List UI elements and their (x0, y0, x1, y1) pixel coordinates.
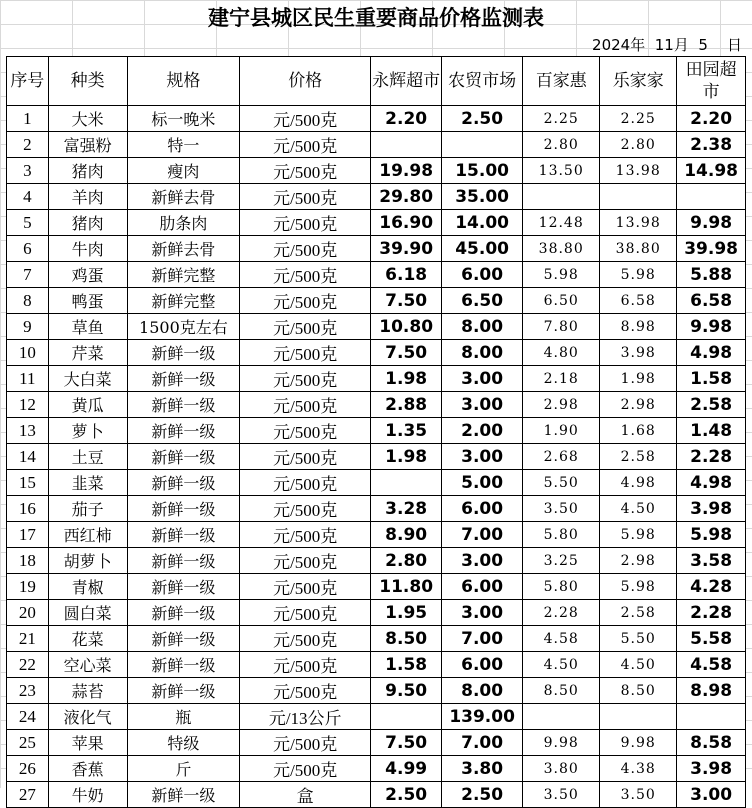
cell-price-tianyuan[interactable]: 2.28 (677, 600, 746, 626)
cell-unit[interactable]: 元/500克 (240, 106, 371, 132)
cell-kind[interactable]: 苹果 (48, 730, 127, 756)
cell-kind[interactable]: 猪肉 (48, 158, 127, 184)
cell-price-yonghui[interactable]: 2.50 (371, 782, 442, 808)
cell-kind[interactable]: 韭菜 (48, 470, 127, 496)
table-row (7, 262, 746, 288)
cell-price-lejiajia[interactable]: 6.58 (600, 288, 677, 314)
cell-unit[interactable]: 元/500克 (240, 548, 371, 574)
cell-no[interactable]: 25 (7, 730, 49, 756)
table-body (7, 106, 746, 808)
cell-spec[interactable]: 新鲜完整 (127, 262, 239, 288)
cell-no[interactable]: 4 (7, 184, 49, 210)
cell-no[interactable]: 26 (7, 756, 49, 782)
cell-price-baijiahui[interactable]: 13.50 (523, 158, 600, 184)
cell-unit[interactable]: 元/500克 (240, 574, 371, 600)
cell-spec[interactable]: 1500克左右 (127, 314, 239, 340)
cell-price-lejiajia[interactable]: 8.50 (600, 678, 677, 704)
cell-kind[interactable]: 牛肉 (48, 236, 127, 262)
cell-spec[interactable]: 新鲜一级 (127, 496, 239, 522)
cell-no[interactable]: 3 (7, 158, 49, 184)
cell-price-baijiahui[interactable]: 2.68 (523, 444, 600, 470)
cell-price-lejiajia[interactable]: 38.80 (600, 236, 677, 262)
cell-price-lejiajia[interactable]: 9.98 (600, 730, 677, 756)
cell-price-yonghui[interactable]: 1.58 (371, 652, 442, 678)
cell-kind[interactable]: 香蕉 (48, 756, 127, 782)
cell-price-baijiahui[interactable]: 3.50 (523, 782, 600, 808)
cell-price-tianyuan[interactable]: 4.98 (677, 470, 746, 496)
cell-price-lejiajia[interactable]: 4.50 (600, 496, 677, 522)
cell-no[interactable]: 14 (7, 444, 49, 470)
cell-kind[interactable]: 液化气 (48, 704, 127, 730)
cell-no[interactable]: 24 (7, 704, 49, 730)
cell-kind[interactable]: 牛奶 (48, 782, 127, 808)
cell-price-tianyuan[interactable]: 3.98 (677, 496, 746, 522)
cell-price-nongmao[interactable]: 139.00 (442, 704, 523, 730)
cell-spec[interactable]: 新鲜一级 (127, 366, 239, 392)
table-row (7, 548, 746, 574)
cell-price-nongmao[interactable]: 8.00 (442, 340, 523, 366)
cell-price-nongmao[interactable]: 2.50 (442, 106, 523, 132)
table-row (7, 366, 746, 392)
table-row (7, 288, 746, 314)
cell-price-baijiahui[interactable]: 5.80 (523, 574, 600, 600)
cell-price-baijiahui[interactable]: 2.28 (523, 600, 600, 626)
report-date: 2024年 11月 5 日 (592, 36, 742, 54)
cell-spec[interactable]: 新鲜一级 (127, 626, 239, 652)
table-row (7, 392, 746, 418)
cell-price-yonghui[interactable]: 16.90 (371, 210, 442, 236)
cell-price-yonghui[interactable]: 2.20 (371, 106, 442, 132)
cell-unit[interactable]: 元/500克 (240, 314, 371, 340)
cell-price-nongmao[interactable]: 2.00 (442, 418, 523, 444)
cell-price-nongmao[interactable]: 3.00 (442, 392, 523, 418)
cell-price-yonghui[interactable]: 29.80 (371, 184, 442, 210)
cell-unit[interactable]: 元/500克 (240, 756, 371, 782)
table-row (7, 704, 746, 730)
cell-price-yonghui[interactable]: 1.95 (371, 600, 442, 626)
cell-price-nongmao[interactable]: 6.00 (442, 652, 523, 678)
header-tianyuan[interactable]: 田园超市 (677, 57, 746, 106)
cell-price-tianyuan[interactable] (677, 704, 746, 730)
cell-price-yonghui[interactable]: 2.88 (371, 392, 442, 418)
cell-price-nongmao[interactable]: 8.00 (442, 678, 523, 704)
cell-price-lejiajia[interactable]: 4.38 (600, 756, 677, 782)
cell-no[interactable]: 23 (7, 678, 49, 704)
cell-price-tianyuan[interactable]: 5.58 (677, 626, 746, 652)
table-row (7, 496, 746, 522)
header-baijiahui[interactable]: 百家惠 (523, 57, 600, 106)
cell-price-baijiahui[interactable]: 5.98 (523, 262, 600, 288)
cell-spec[interactable]: 新鲜一级 (127, 340, 239, 366)
cell-price-yonghui[interactable]: 7.50 (371, 288, 442, 314)
cell-price-lejiajia[interactable]: 2.80 (600, 132, 677, 158)
cell-price-tianyuan[interactable]: 4.98 (677, 340, 746, 366)
cell-spec[interactable]: 新鲜去骨 (127, 184, 239, 210)
cell-kind[interactable]: 富强粉 (48, 132, 127, 158)
price-table (6, 56, 746, 808)
cell-no[interactable]: 9 (7, 314, 49, 340)
cell-price-nongmao[interactable] (442, 132, 523, 158)
table-row (7, 184, 746, 210)
cell-price-lejiajia[interactable]: 8.98 (600, 314, 677, 340)
cell-unit[interactable]: 元/500克 (240, 184, 371, 210)
cell-spec[interactable]: 特一 (127, 132, 239, 158)
cell-price-nongmao[interactable]: 14.00 (442, 210, 523, 236)
cell-kind[interactable]: 萝卜 (48, 418, 127, 444)
cell-spec[interactable]: 新鲜去骨 (127, 236, 239, 262)
cell-unit[interactable]: 元/500克 (240, 366, 371, 392)
header-unit[interactable]: 价格 (240, 57, 371, 106)
cell-kind[interactable]: 草鱼 (48, 314, 127, 340)
cell-price-yonghui[interactable]: 10.80 (371, 314, 442, 340)
cell-price-lejiajia[interactable]: 2.58 (600, 444, 677, 470)
cell-spec[interactable]: 特级 (127, 730, 239, 756)
cell-unit[interactable]: 元/500克 (240, 652, 371, 678)
cell-price-baijiahui[interactable] (523, 184, 600, 210)
table-row (7, 470, 746, 496)
cell-no[interactable]: 22 (7, 652, 49, 678)
cell-price-baijiahui[interactable]: 4.80 (523, 340, 600, 366)
cell-price-tianyuan[interactable]: 2.28 (677, 444, 746, 470)
table-row (7, 158, 746, 184)
cell-price-tianyuan[interactable]: 3.00 (677, 782, 746, 808)
cell-price-baijiahui[interactable]: 2.80 (523, 132, 600, 158)
cell-price-nongmao[interactable]: 45.00 (442, 236, 523, 262)
cell-spec[interactable]: 新鲜完整 (127, 288, 239, 314)
cell-price-baijiahui[interactable]: 7.80 (523, 314, 600, 340)
cell-no[interactable]: 21 (7, 626, 49, 652)
cell-no[interactable]: 17 (7, 522, 49, 548)
header-row (7, 57, 746, 106)
cell-no[interactable]: 12 (7, 392, 49, 418)
cell-unit[interactable]: 元/500克 (240, 340, 371, 366)
header-no[interactable]: 序号 (7, 57, 49, 106)
cell-unit[interactable]: 元/500克 (240, 210, 371, 236)
cell-no[interactable]: 19 (7, 574, 49, 600)
cell-unit[interactable]: 元/500克 (240, 600, 371, 626)
cell-unit[interactable]: 元/500克 (240, 496, 371, 522)
cell-no[interactable]: 15 (7, 470, 49, 496)
cell-price-baijiahui[interactable]: 4.58 (523, 626, 600, 652)
cell-price-tianyuan[interactable]: 5.88 (677, 262, 746, 288)
table-row (7, 678, 746, 704)
cell-unit[interactable]: 元/500克 (240, 522, 371, 548)
cell-price-yonghui[interactable]: 39.90 (371, 236, 442, 262)
cell-unit[interactable]: 元/500克 (240, 470, 371, 496)
cell-price-tianyuan[interactable]: 9.98 (677, 210, 746, 236)
cell-price-lejiajia[interactable]: 13.98 (600, 158, 677, 184)
cell-price-baijiahui[interactable]: 8.50 (523, 678, 600, 704)
cell-price-lejiajia[interactable]: 2.25 (600, 106, 677, 132)
cell-unit[interactable]: 元/500克 (240, 132, 371, 158)
cell-price-tianyuan[interactable]: 4.28 (677, 574, 746, 600)
cell-price-tianyuan[interactable]: 2.58 (677, 392, 746, 418)
cell-no[interactable]: 10 (7, 340, 49, 366)
cell-unit[interactable]: 元/500克 (240, 288, 371, 314)
cell-price-tianyuan[interactable]: 6.58 (677, 288, 746, 314)
header-spec[interactable]: 规格 (127, 57, 239, 106)
cell-no[interactable]: 7 (7, 262, 49, 288)
cell-kind[interactable]: 胡萝卜 (48, 548, 127, 574)
cell-kind[interactable]: 空心菜 (48, 652, 127, 678)
cell-kind[interactable]: 茄子 (48, 496, 127, 522)
header-nongmao[interactable]: 农贸市场 (442, 57, 523, 106)
cell-kind[interactable]: 鸭蛋 (48, 288, 127, 314)
cell-no[interactable]: 18 (7, 548, 49, 574)
cell-price-nongmao[interactable]: 6.00 (442, 262, 523, 288)
cell-price-tianyuan[interactable]: 3.58 (677, 548, 746, 574)
cell-price-tianyuan[interactable]: 5.98 (677, 522, 746, 548)
cell-price-nongmao[interactable]: 8.00 (442, 314, 523, 340)
cell-price-tianyuan[interactable]: 8.98 (677, 678, 746, 704)
table-row (7, 418, 746, 444)
cell-spec[interactable]: 新鲜一级 (127, 548, 239, 574)
header-kind[interactable]: 种类 (48, 57, 127, 106)
cell-price-tianyuan[interactable]: 14.98 (677, 158, 746, 184)
cell-price-lejiajia[interactable]: 3.98 (600, 340, 677, 366)
cell-price-tianyuan[interactable]: 39.98 (677, 236, 746, 262)
table-row (7, 522, 746, 548)
cell-spec[interactable]: 新鲜一级 (127, 678, 239, 704)
cell-price-tianyuan[interactable]: 4.58 (677, 652, 746, 678)
cell-unit[interactable]: 元/13公斤 (240, 704, 371, 730)
table-row (7, 132, 746, 158)
cell-price-yonghui[interactable]: 2.80 (371, 548, 442, 574)
cell-spec[interactable]: 瘦肉 (127, 158, 239, 184)
cell-price-tianyuan[interactable]: 2.38 (677, 132, 746, 158)
table-row (7, 626, 746, 652)
cell-price-nongmao[interactable]: 3.00 (442, 548, 523, 574)
cell-price-tianyuan[interactable] (677, 184, 746, 210)
cell-price-baijiahui[interactable]: 9.98 (523, 730, 600, 756)
cell-kind[interactable]: 土豆 (48, 444, 127, 470)
cell-price-nongmao[interactable]: 15.00 (442, 158, 523, 184)
cell-kind[interactable]: 鸡蛋 (48, 262, 127, 288)
table-row (7, 600, 746, 626)
cell-unit[interactable]: 元/500克 (240, 158, 371, 184)
table-row (7, 652, 746, 678)
cell-price-yonghui[interactable]: 19.98 (371, 158, 442, 184)
cell-kind[interactable]: 猪肉 (48, 210, 127, 236)
cell-spec[interactable]: 新鲜一级 (127, 522, 239, 548)
cell-price-baijiahui[interactable]: 5.50 (523, 470, 600, 496)
cell-price-yonghui[interactable]: 1.98 (371, 366, 442, 392)
cell-price-baijiahui[interactable] (523, 704, 600, 730)
cell-no[interactable]: 2 (7, 132, 49, 158)
cell-price-lejiajia[interactable]: 5.98 (600, 522, 677, 548)
cell-price-lejiajia[interactable] (600, 184, 677, 210)
cell-spec[interactable]: 新鲜一级 (127, 782, 239, 808)
cell-price-baijiahui[interactable]: 4.50 (523, 652, 600, 678)
cell-price-tianyuan[interactable]: 8.58 (677, 730, 746, 756)
cell-price-nongmao[interactable]: 6.00 (442, 496, 523, 522)
cell-kind[interactable]: 羊肉 (48, 184, 127, 210)
cell-no[interactable]: 16 (7, 496, 49, 522)
cell-price-nongmao[interactable]: 6.50 (442, 288, 523, 314)
cell-price-yonghui[interactable]: 3.28 (371, 496, 442, 522)
cell-price-tianyuan[interactable]: 9.98 (677, 314, 746, 340)
cell-price-yonghui[interactable]: 9.50 (371, 678, 442, 704)
cell-price-yonghui[interactable]: 8.50 (371, 626, 442, 652)
cell-spec[interactable]: 标一晚米 (127, 106, 239, 132)
cell-price-yonghui[interactable]: 1.35 (371, 418, 442, 444)
cell-kind[interactable]: 花菜 (48, 626, 127, 652)
cell-kind[interactable]: 黄瓜 (48, 392, 127, 418)
cell-kind[interactable]: 圆白菜 (48, 600, 127, 626)
table-row (7, 444, 746, 470)
cell-price-nongmao[interactable]: 7.00 (442, 626, 523, 652)
cell-spec[interactable]: 新鲜一级 (127, 470, 239, 496)
cell-price-baijiahui[interactable]: 5.80 (523, 522, 600, 548)
cell-spec[interactable]: 新鲜一级 (127, 418, 239, 444)
cell-price-baijiahui[interactable]: 3.80 (523, 756, 600, 782)
table-row (7, 340, 746, 366)
cell-price-lejiajia[interactable]: 5.98 (600, 262, 677, 288)
cell-price-nongmao[interactable]: 3.00 (442, 444, 523, 470)
cell-kind[interactable]: 大白菜 (48, 366, 127, 392)
cell-spec[interactable]: 新鲜一级 (127, 600, 239, 626)
cell-price-baijiahui[interactable]: 38.80 (523, 236, 600, 262)
cell-no[interactable]: 8 (7, 288, 49, 314)
cell-unit[interactable]: 盒 (240, 782, 371, 808)
header-lejiajia[interactable]: 乐家家 (600, 57, 677, 106)
cell-unit[interactable]: 元/500克 (240, 236, 371, 262)
cell-price-nongmao[interactable]: 35.00 (442, 184, 523, 210)
cell-kind[interactable]: 西红柿 (48, 522, 127, 548)
cell-no[interactable]: 11 (7, 366, 49, 392)
cell-kind[interactable]: 蒜苔 (48, 678, 127, 704)
table-row (7, 210, 746, 236)
cell-price-baijiahui[interactable]: 3.25 (523, 548, 600, 574)
cell-price-baijiahui[interactable]: 3.50 (523, 496, 600, 522)
cell-price-lejiajia[interactable]: 4.50 (600, 652, 677, 678)
cell-price-lejiajia[interactable]: 3.50 (600, 782, 677, 808)
cell-price-nongmao[interactable]: 7.00 (442, 730, 523, 756)
cell-no[interactable]: 13 (7, 418, 49, 444)
cell-price-tianyuan[interactable]: 1.48 (677, 418, 746, 444)
cell-price-lejiajia[interactable]: 5.98 (600, 574, 677, 600)
cell-spec[interactable]: 瓶 (127, 704, 239, 730)
cell-price-yonghui[interactable]: 1.98 (371, 444, 442, 470)
cell-spec[interactable]: 肋条肉 (127, 210, 239, 236)
cell-price-yonghui[interactable]: 6.18 (371, 262, 442, 288)
cell-price-yonghui[interactable]: 4.99 (371, 756, 442, 782)
table-row (7, 782, 746, 808)
cell-price-tianyuan[interactable]: 1.58 (677, 366, 746, 392)
cell-price-tianyuan[interactable]: 3.98 (677, 756, 746, 782)
cell-price-baijiahui[interactable]: 1.90 (523, 418, 600, 444)
cell-price-lejiajia[interactable]: 1.98 (600, 366, 677, 392)
cell-spec[interactable]: 斤 (127, 756, 239, 782)
cell-unit[interactable]: 元/500克 (240, 730, 371, 756)
cell-price-lejiajia[interactable] (600, 704, 677, 730)
cell-price-lejiajia[interactable]: 5.50 (600, 626, 677, 652)
cell-unit[interactable]: 元/500克 (240, 262, 371, 288)
cell-price-yonghui[interactable] (371, 470, 442, 496)
cell-unit[interactable]: 元/500克 (240, 392, 371, 418)
cell-price-yonghui[interactable]: 11.80 (371, 574, 442, 600)
cell-price-baijiahui[interactable]: 2.25 (523, 106, 600, 132)
cell-price-nongmao[interactable]: 2.50 (442, 782, 523, 808)
cell-spec[interactable]: 新鲜一级 (127, 574, 239, 600)
cell-spec[interactable]: 新鲜一级 (127, 444, 239, 470)
table-row (7, 236, 746, 262)
cell-price-baijiahui[interactable]: 2.98 (523, 392, 600, 418)
cell-price-lejiajia[interactable]: 2.98 (600, 548, 677, 574)
cell-price-baijiahui[interactable]: 6.50 (523, 288, 600, 314)
cell-price-yonghui[interactable]: 7.50 (371, 340, 442, 366)
cell-price-lejiajia[interactable]: 1.68 (600, 418, 677, 444)
cell-price-baijiahui[interactable]: 12.48 (523, 210, 600, 236)
cell-unit[interactable]: 元/500克 (240, 678, 371, 704)
cell-price-lejiajia[interactable]: 2.98 (600, 392, 677, 418)
cell-price-nongmao[interactable]: 3.00 (442, 600, 523, 626)
cell-kind[interactable]: 大米 (48, 106, 127, 132)
cell-no[interactable]: 6 (7, 236, 49, 262)
cell-price-lejiajia[interactable]: 4.98 (600, 470, 677, 496)
cell-unit[interactable]: 元/500克 (240, 444, 371, 470)
table-row (7, 314, 746, 340)
cell-price-nongmao[interactable]: 5.00 (442, 470, 523, 496)
cell-no[interactable]: 5 (7, 210, 49, 236)
cell-price-yonghui[interactable]: 7.50 (371, 730, 442, 756)
cell-price-yonghui[interactable]: 8.90 (371, 522, 442, 548)
table-row (7, 106, 746, 132)
table-row (7, 756, 746, 782)
cell-no[interactable]: 20 (7, 600, 49, 626)
cell-spec[interactable]: 新鲜一级 (127, 392, 239, 418)
cell-spec[interactable]: 新鲜一级 (127, 652, 239, 678)
cell-price-lejiajia[interactable]: 2.58 (600, 600, 677, 626)
cell-price-yonghui[interactable] (371, 132, 442, 158)
table-row (7, 730, 746, 756)
cell-kind[interactable]: 青椒 (48, 574, 127, 600)
cell-unit[interactable]: 元/500克 (240, 626, 371, 652)
cell-price-lejiajia[interactable]: 13.98 (600, 210, 677, 236)
cell-price-nongmao[interactable]: 7.00 (442, 522, 523, 548)
cell-kind[interactable]: 芹菜 (48, 340, 127, 366)
cell-price-nongmao[interactable]: 3.00 (442, 366, 523, 392)
cell-no[interactable]: 27 (7, 782, 49, 808)
cell-price-nongmao[interactable]: 6.00 (442, 574, 523, 600)
cell-price-yonghui[interactable] (371, 704, 442, 730)
cell-price-nongmao[interactable]: 3.80 (442, 756, 523, 782)
page-title: 建宁县城区民生重要商品价格监测表 (208, 6, 544, 30)
table-row (7, 574, 746, 600)
cell-no[interactable]: 1 (7, 106, 49, 132)
cell-price-baijiahui[interactable]: 2.18 (523, 366, 600, 392)
cell-unit[interactable]: 元/500克 (240, 418, 371, 444)
cell-price-tianyuan[interactable]: 2.20 (677, 106, 746, 132)
header-yonghui[interactable]: 永辉超市 (371, 57, 442, 106)
